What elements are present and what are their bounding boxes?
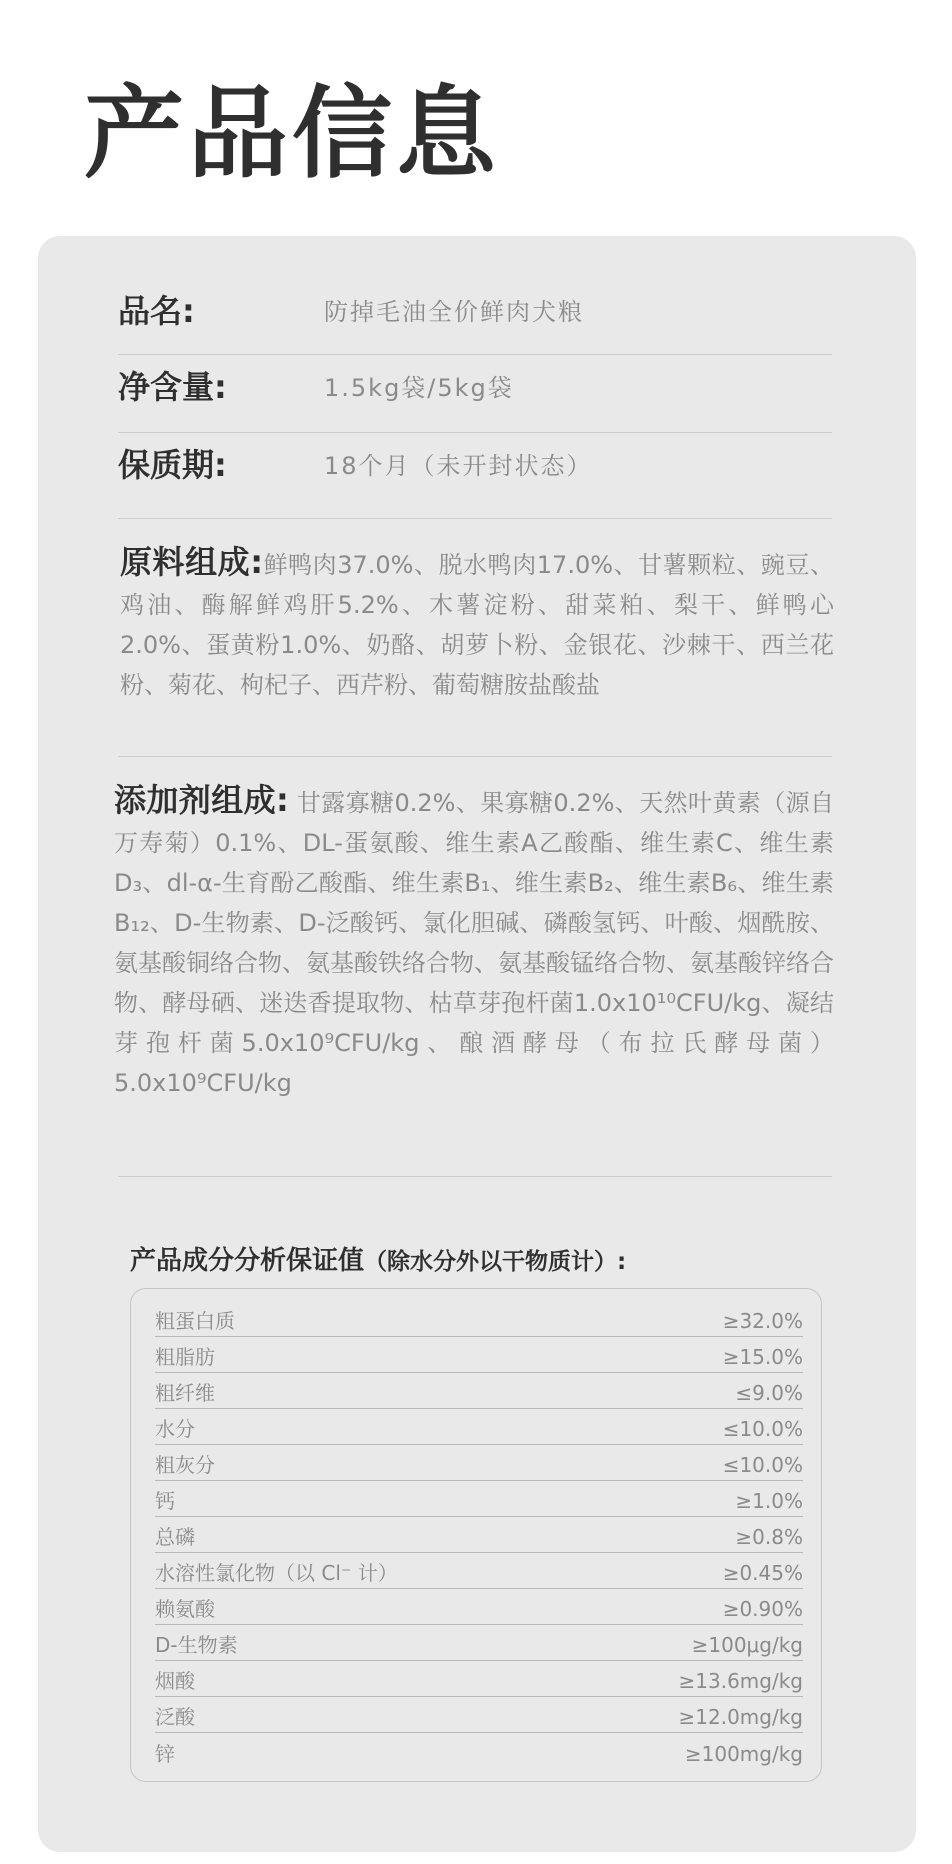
ingredients-label: 原料组成:	[120, 543, 264, 581]
weight-value: 1.5kg袋/5kg袋	[324, 373, 514, 402]
row-value: ≥15.0%	[722, 1345, 803, 1369]
table-row	[155, 1517, 803, 1553]
table-row	[155, 1589, 803, 1625]
row-value: ≥0.45%	[722, 1561, 803, 1585]
shelf-life-label: 保质期:	[118, 446, 227, 484]
row-value: ≥0.8%	[735, 1525, 803, 1549]
ingredients-block	[120, 542, 834, 705]
weight-label: 净含量:	[118, 368, 227, 406]
table-row	[155, 1337, 803, 1373]
row-value: ≤9.0%	[735, 1381, 803, 1405]
row-value: ≤10.0%	[722, 1417, 803, 1441]
row-name: 水分	[155, 1417, 195, 1441]
row-name: 粗灰分	[155, 1453, 215, 1477]
weight-row	[118, 362, 832, 408]
table-row	[155, 1733, 803, 1769]
shelf-life-row	[118, 440, 832, 486]
divider	[118, 518, 832, 519]
row-value: ≥100μg/kg	[691, 1633, 803, 1657]
table-row	[155, 1373, 803, 1409]
row-name: D-生物素	[155, 1633, 238, 1657]
table-row	[155, 1553, 803, 1589]
row-name: 粗脂肪	[155, 1345, 215, 1369]
name-value: 防掉毛油全价鲜肉犬粮	[324, 297, 584, 326]
shelf-life-value: 18个月（未开封状态）	[324, 451, 593, 480]
table-row	[155, 1697, 803, 1733]
additives-label: 添加剂组成:	[114, 781, 289, 819]
row-name: 泛酸	[155, 1705, 195, 1729]
row-name: 水溶性氯化物（以 Cl⁻ 计）	[155, 1561, 398, 1585]
additives-block	[114, 780, 834, 1103]
analysis-title	[130, 1240, 626, 1277]
additives-text: 甘露寡糖0.2%、果寡糖0.2%、天然叶黄素（源自万寿菊）0.1%、DL-蛋氨酸、维生素A乙酸酯、维生素C、维生素D₃、dl-α-生育酚乙酸酯、维生素B₁、维生素B₂、维生素B₆、维生素B₁₂、D-生物素、D-泛酸钙、氯化胆碱、磷酸氢钙、叶酸、烟酰胺、氨基酸铜络合物、氨基酸铁络合物、氨基酸锰络合物、氨基酸锌络合物、酵母硒、迷迭香提取物、枯草芽孢杆菌1.0x10¹⁰CFU/kg、凝结芽孢杆菌5.0x10⁹CFU/kg、酿酒酵母（布拉氏酵母菌）5.0x10⁹CFU/kg	[114, 789, 834, 1097]
table-row	[155, 1445, 803, 1481]
row-value: ≥0.90%	[722, 1597, 803, 1621]
product-info-card	[38, 236, 916, 1852]
row-value: ≥1.0%	[735, 1489, 803, 1513]
table-row	[155, 1625, 803, 1661]
row-value: ≤10.0%	[722, 1453, 803, 1477]
divider	[118, 756, 832, 757]
row-value: ≥100mg/kg	[684, 1742, 803, 1766]
table-row	[155, 1409, 803, 1445]
analysis-table	[130, 1288, 822, 1782]
row-name: 锌	[155, 1742, 175, 1766]
analysis-subtitle: （除水分外以干物质计）:	[364, 1249, 627, 1275]
table-row	[155, 1481, 803, 1517]
row-value: ≥32.0%	[722, 1309, 803, 1333]
name-label: 品名:	[118, 292, 195, 330]
row-value: ≥12.0mg/kg	[678, 1705, 803, 1729]
row-name: 粗纤维	[155, 1381, 215, 1405]
row-name: 钙	[155, 1489, 175, 1513]
row-value: ≥13.6mg/kg	[678, 1669, 803, 1693]
row-name: 烟酸	[155, 1669, 195, 1693]
divider	[118, 432, 832, 433]
name-row	[118, 286, 832, 332]
row-name: 赖氨酸	[155, 1597, 215, 1621]
page-title: 产品信息	[84, 75, 500, 192]
analysis-title-text: 产品成分分析保证值	[130, 1246, 365, 1276]
row-name: 总磷	[155, 1525, 195, 1549]
divider	[118, 354, 832, 355]
ingredients-text: 鲜鸭肉37.0%、脱水鸭肉17.0%、甘薯颗粒、豌豆、鸡油、酶解鲜鸡肝5.2%、木薯淀粉、甜菜粕、梨干、鲜鸭心2.0%、蛋黄粉1.0%、奶酪、胡萝卜粉、金银花、沙棘干、西兰花粉、菊花、枸杞子、西芹粉、葡萄糖胺盐酸盐	[120, 551, 834, 699]
row-name: 粗蛋白质	[155, 1309, 235, 1333]
table-row	[155, 1661, 803, 1697]
table-row	[155, 1301, 803, 1337]
divider	[118, 1176, 832, 1177]
